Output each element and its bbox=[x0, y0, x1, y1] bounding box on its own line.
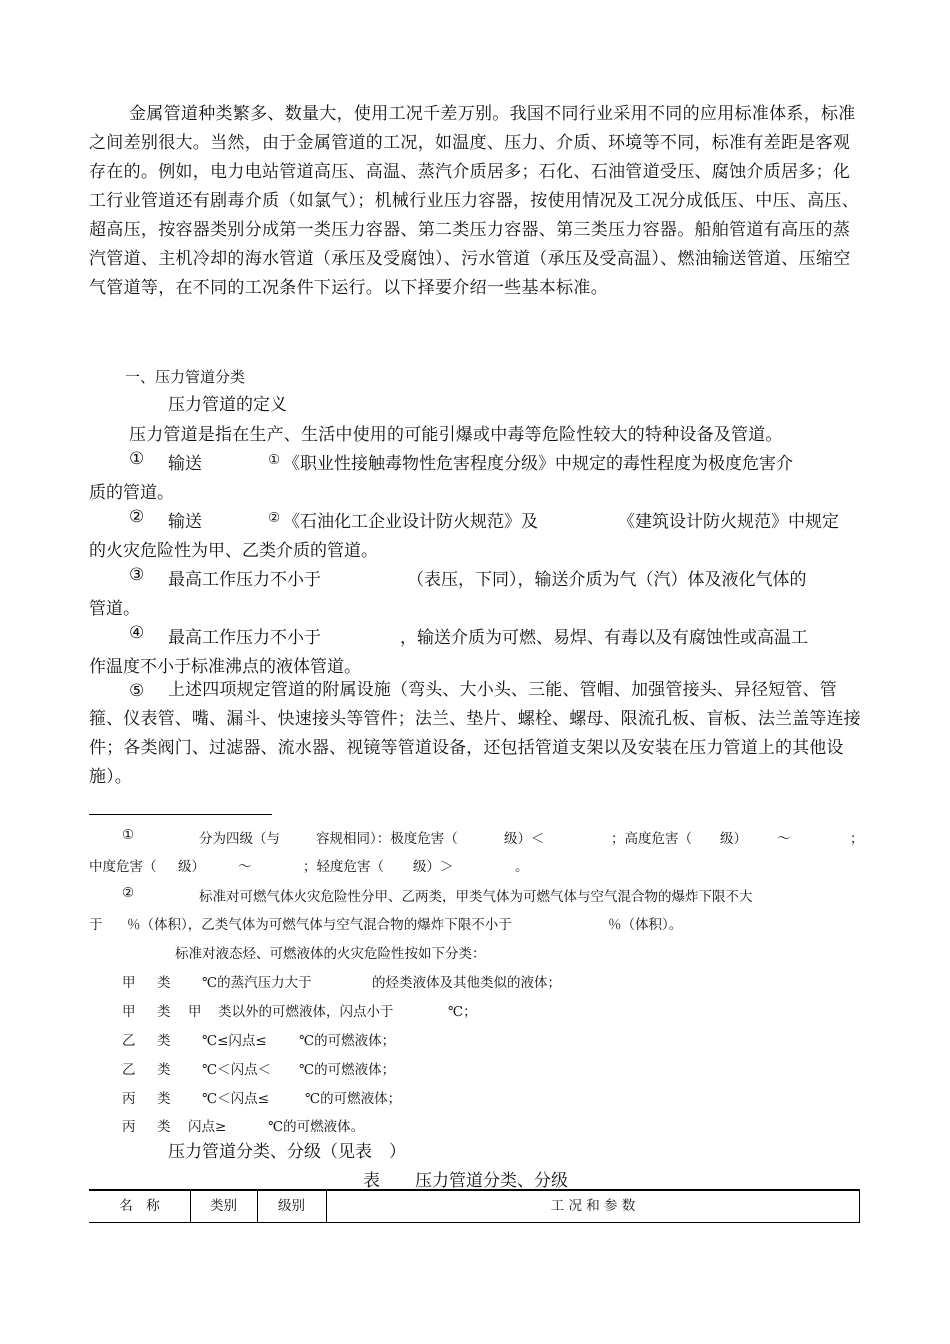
footnote-2-text-c: ％（体积），乙类气体为可燃气体与空气混合物的爆炸下限不小于 bbox=[127, 917, 512, 933]
class-row-1-type: 类 bbox=[157, 975, 171, 991]
item-2-lead: 输送 bbox=[168, 512, 202, 532]
class-row-2-letter: 甲 bbox=[122, 1004, 136, 1020]
class-row-2-d: ℃； bbox=[448, 1004, 477, 1020]
item-3-text: （表压，下同），输送介质为气（汽）体及液化气体的 bbox=[407, 570, 807, 590]
item-5-text: 上述四项规定管道的附属设施（弯头、大小头、三能、管帽、加强管接头、异径短管、管箍、仪表管、嘴、漏斗、快速接头等管件；法兰、垫片、螺栓、螺母、限流孔板、盲板、法兰盖等连接件；各类阀门、过滤器、流水器、视镜等管道设备，还包括管道支架以及安装在压力管道上的其他设施）。 bbox=[89, 680, 861, 787]
liquid-classification-intro: 标准对液态烃、可燃液体的火灾危险性按如下分类： bbox=[175, 946, 486, 962]
item-2-continuation: 的火灾危险性为甲、乙类介质的管道。 bbox=[89, 541, 378, 561]
class-row-5-b: ℃的可燃液体； bbox=[305, 1091, 402, 1107]
item-2-footnote-ref[interactable]: ② bbox=[268, 510, 281, 526]
class-row-6-a: 闪点≥ bbox=[188, 1119, 227, 1135]
item-1-footnote-ref[interactable]: ① bbox=[268, 452, 281, 468]
class-row-3-a: ℃≤闪点≤ bbox=[202, 1033, 267, 1049]
definition-text: 压力管道是指在生产、生活中使用的可能引爆或中毒等危险性较大的特种设备及管道。 bbox=[129, 425, 783, 445]
item-3-number: ③ bbox=[129, 565, 145, 585]
class-row-6-b: ℃的可燃液体。 bbox=[268, 1119, 365, 1135]
class-row-4-type: 类 bbox=[157, 1062, 171, 1078]
classification-table-header bbox=[89, 1189, 860, 1223]
item-2-text: 《石油化工企业设计防火规范》及 bbox=[283, 512, 538, 532]
column-divider bbox=[859, 1191, 860, 1222]
section-heading: 一、压力管道分类 bbox=[125, 368, 246, 386]
table-title-label: 表 bbox=[363, 1171, 380, 1191]
footnote-1-mark: ① bbox=[122, 827, 135, 843]
item-5-number: ⑤ bbox=[129, 681, 145, 701]
class-row-5-type: 类 bbox=[157, 1091, 171, 1107]
footnote-2-text-d: ％（体积）。 bbox=[608, 917, 683, 933]
class-row-1-a: ℃的蒸汽压力大于 bbox=[202, 975, 312, 991]
class-row-1-letter: 甲 bbox=[122, 975, 136, 991]
class-row-6-letter: 丙 bbox=[122, 1119, 136, 1135]
footnote-1-text-d: ；高度危害（ bbox=[611, 831, 692, 847]
footnote-1-line2-a: 中度危害（ bbox=[89, 859, 157, 875]
item-2-text-2: 《建筑设计防火规范》中规定 bbox=[618, 512, 839, 532]
header-conditions: 工 况 和 参 数 bbox=[550, 1198, 636, 1214]
item-2-number: ② bbox=[129, 507, 145, 527]
footnote-1-text-c: 级）＜ bbox=[504, 831, 545, 847]
item-1-lead: 输送 bbox=[168, 454, 202, 474]
class-row-2-b: 类以外的可燃液体，闪点小于 bbox=[218, 1004, 394, 1020]
class-row-2-type: 类 bbox=[157, 1004, 171, 1020]
footnote-1-text-e: 级） bbox=[720, 831, 747, 847]
class-row-3-type: 类 bbox=[157, 1033, 171, 1049]
item-3-continuation: 管道。 bbox=[89, 599, 140, 619]
footnote-1-line2-f: 。 bbox=[515, 859, 529, 875]
item-4-text: ，输送介质为可燃、易焊、有毒以及有腐蚀性或高温工 bbox=[400, 628, 808, 648]
item-4-number: ④ bbox=[129, 623, 145, 643]
intro-paragraph: 金属管道种类繁多、数量大，使用工况千差万别。我国不同行业采用不同的应用标准体系，标准之间差别很大。当然，由于金属管道的工况，如温度、压力、介质、环境等不同，标准有差距是客观存在的。例如，电力电站管道高压、高温、蒸汽介质居多；石化、石油管道受压、腐蚀介质居多；化工行业管道还有剧毒介质（如氯气）；机械行业压力容器，按使用情况及工况分成低压、中压、高压、超高压，按容器类别分成第一类压力容器、第二类压力容器、第三类压力容器。船舶管道有高压的蒸汽管道、主机冷却的海水管道（承压及受腐蚀）、污水管道（承压及受高温）、燃油输送管道、压缩空气管道等，在不同的工况条件下运行。以下择要介绍一些基本标准。 bbox=[89, 104, 859, 298]
footnote-separator bbox=[89, 814, 272, 815]
class-row-3-b: ℃的可燃液体； bbox=[299, 1033, 396, 1049]
class-row-3-letter: 乙 bbox=[122, 1033, 136, 1049]
footnote-1-text-f: ～ bbox=[777, 831, 791, 847]
footnote-2-text-b: 于 bbox=[89, 917, 103, 933]
footnote-2-text-a: 标准对可燃气体火灾危险性分甲、乙两类，甲类气体为可燃气体与空气混合物的爆炸下限不大 bbox=[199, 889, 753, 905]
footnote-1-text-g: ； bbox=[850, 831, 864, 847]
footnote-2-mark: ② bbox=[122, 885, 135, 901]
footnote-1-text-b: 容规相同）：极度危害（ bbox=[316, 831, 458, 847]
table-title: 压力管道分类、分级 bbox=[415, 1171, 568, 1191]
class-row-5-a: ℃＜闪点≤ bbox=[202, 1091, 269, 1107]
definition-title: 压力管道的定义 bbox=[168, 395, 287, 415]
header-grade: 级别 bbox=[278, 1198, 305, 1214]
footnote-1-line2-e: 级）＞ bbox=[413, 859, 454, 875]
class-row-5-letter: 丙 bbox=[122, 1091, 136, 1107]
footnote-1-line2-d: ；轻度危害（ bbox=[303, 859, 384, 875]
class-row-4-b: ℃的可燃液体； bbox=[299, 1062, 396, 1078]
item-4-continuation: 作温度不小于标准沸点的液体管道。 bbox=[89, 657, 361, 677]
header-name: 名 称 bbox=[119, 1198, 160, 1214]
item-4-lead: 最高工作压力不小于 bbox=[168, 628, 321, 648]
class-row-4-letter: 乙 bbox=[122, 1062, 136, 1078]
item-1-text: 《职业性接触毒物性危害程度分级》中规定的毒性程度为极度危害介 bbox=[283, 454, 793, 474]
item-1-continuation: 质的管道。 bbox=[89, 483, 174, 503]
class-row-6-type: 类 bbox=[157, 1119, 171, 1135]
class-row-1-b: 的烃类液体及其他类似的液体； bbox=[372, 975, 561, 991]
footnote-1-line2-c: ～ bbox=[238, 859, 252, 875]
footnote-1-text-a: 分为四级（与 bbox=[199, 831, 280, 847]
item-1-number: ① bbox=[129, 449, 145, 469]
class-row-4-a: ℃＜闪点＜ bbox=[202, 1062, 272, 1078]
item-3-lead: 最高工作压力不小于 bbox=[168, 570, 321, 590]
footnote-1-line2-b: 级） bbox=[178, 859, 205, 875]
class-row-2-a: 甲 bbox=[188, 1004, 202, 1020]
header-category: 类别 bbox=[210, 1198, 237, 1214]
classification-line: 压力管道分类、分级（见表 ） bbox=[168, 1142, 406, 1162]
